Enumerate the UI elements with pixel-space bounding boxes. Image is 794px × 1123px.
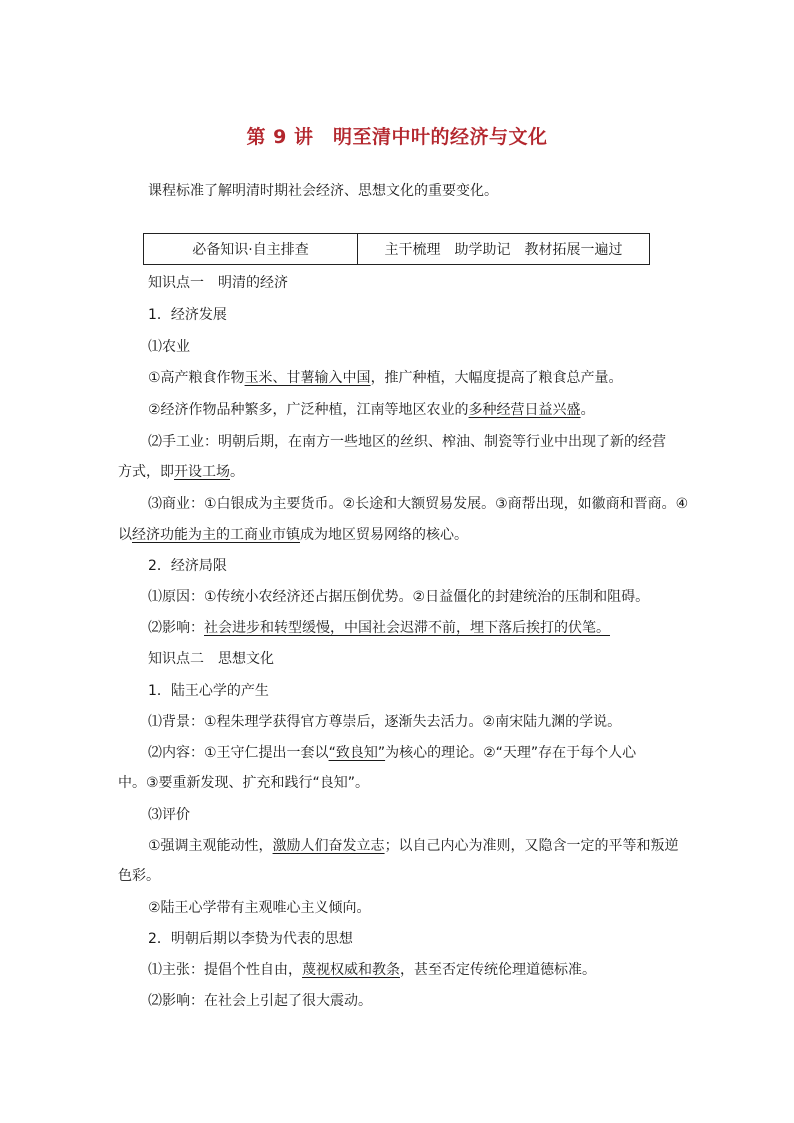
key-phrase: 激励人们奋发立志 xyxy=(272,838,385,854)
key-phrase: 多种经营日益兴盛 xyxy=(468,402,581,418)
lu-wang-background: ⑴背景：①程朱理学获得官方尊崇后，逐渐失去活力。②南宋陆九渊的学说。 xyxy=(148,714,622,730)
section-li-zhi-thought: 2．明朝后期以李贽为代表的思想 xyxy=(148,931,353,947)
section-lu-wang-school: 1．陆王心学的产生 xyxy=(148,683,269,699)
text: ，甚至否定传统伦理道德标准。 xyxy=(400,962,596,978)
banner-left: 必备知识·自主排查 xyxy=(144,234,358,264)
text: ⑵影响： xyxy=(148,620,204,636)
curriculum-standard: 课程标准了解明清时期社会经济、思想文化的重要变化。 xyxy=(148,183,498,199)
text: ；以自己内心为准则，又隐含一定的平等和叛逆 xyxy=(384,838,679,854)
handicraft-line-2 xyxy=(118,462,244,482)
subsection-agriculture: ⑴农业 xyxy=(148,339,190,355)
lu-wang-content-line-2: 中。③要重新发现、扩充和践行“良知”。 xyxy=(118,775,370,791)
text: ②经济作物品种繁多，广泛种植，江南等地区农业的 xyxy=(148,402,469,418)
text: ，推广种植，大幅度提高了粮食总产量。 xyxy=(370,370,623,386)
li-zhi-proposition xyxy=(148,960,596,980)
text: 方式，即 xyxy=(118,464,174,480)
agriculture-point-1 xyxy=(148,368,623,388)
limits-causes: ⑴原因：①传统小农经济还占据压倒优势。②日益僵化的封建统治的压制和阻碍。 xyxy=(148,589,650,605)
text: ⑴主张：提倡个性自由， xyxy=(148,962,302,978)
text: 为核心的理论。②“天理”存在于每个人心 xyxy=(385,745,637,761)
subsection-evaluation: ⑶评价 xyxy=(148,807,190,823)
key-phrase: 玉米、甘薯输入中国 xyxy=(244,370,371,386)
lu-wang-content-line-1 xyxy=(148,743,636,763)
text: ⑵内容：①王守仁提出一套以 xyxy=(148,745,329,761)
knowledge-point-1-heading: 知识点一 明清的经济 xyxy=(148,275,288,291)
section-economic-development: 1．经济发展 xyxy=(148,307,227,323)
key-phrase: 开设工场 xyxy=(174,464,230,480)
key-phrase: 经济功能为主的工商业市镇 xyxy=(132,527,300,543)
evaluation-point-1-cont: 色彩。 xyxy=(118,868,160,884)
limits-impact xyxy=(148,618,610,638)
agriculture-point-2 xyxy=(148,400,595,420)
evaluation-point-2: ②陆王心学带有主观唯心主义倾向。 xyxy=(148,900,371,916)
evaluation-point-1 xyxy=(148,836,679,856)
commerce-line-2 xyxy=(118,525,468,545)
text: ①高产粮食作物 xyxy=(148,370,245,386)
key-phrase: “致良知” xyxy=(328,745,386,761)
commerce-line-1: ⑶商业：①白银成为主要货币。②长途和大额贸易发展。③商帮出现，如徽商和晋商。④ xyxy=(148,496,689,512)
key-phrase: 社会进步和转型缓慢，中国社会迟滞不前，埋下落后挨打的伏笔。 xyxy=(204,620,610,636)
text: ①强调主观能动性， xyxy=(148,838,273,854)
li-zhi-impact: ⑵影响：在社会上引起了很大震动。 xyxy=(148,993,372,1009)
knowledge-point-2-heading: 知识点二 思想文化 xyxy=(148,651,274,667)
key-phrase: 蔑视权威和教条 xyxy=(302,962,400,978)
text: 。 xyxy=(580,402,595,418)
section-banner xyxy=(143,233,650,265)
handicraft-line-1: ⑵手工业：明朝后期，在南方一些地区的丝织、榨油、制瓷等行业中出现了新的经营 xyxy=(148,434,666,450)
text: 。 xyxy=(230,464,244,480)
text: 成为地区贸易网络的核心。 xyxy=(300,527,468,543)
section-economic-limits: 2．经济局限 xyxy=(148,558,227,574)
text: 以 xyxy=(118,527,132,543)
page-title: 第 9 讲 明至清中叶的经济与文化 xyxy=(246,126,548,148)
banner-right: 主干梳理 助学助记 教材拓展一遍过 xyxy=(384,242,623,258)
